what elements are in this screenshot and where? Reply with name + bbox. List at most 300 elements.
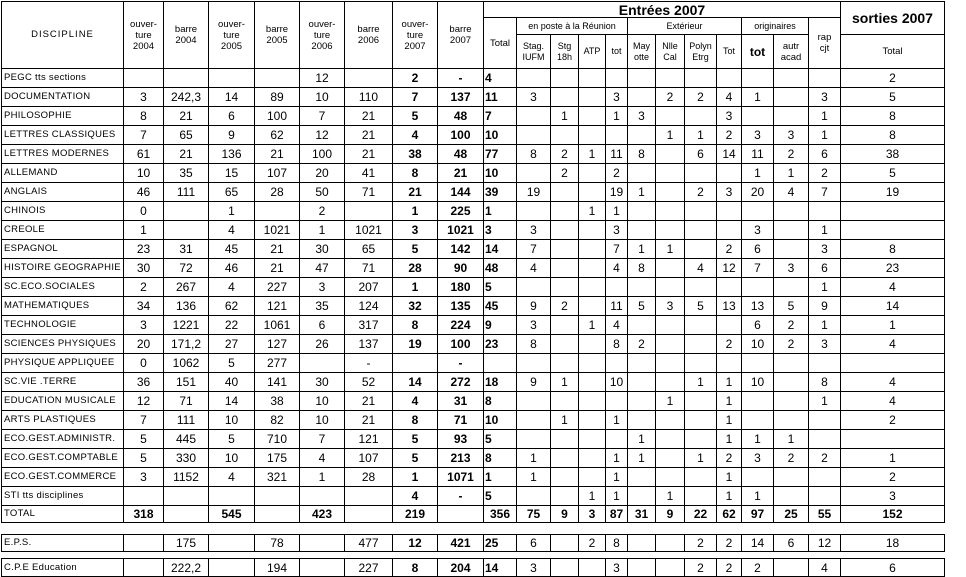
value-cell: 137 bbox=[438, 88, 484, 107]
value-cell: 11 bbox=[606, 297, 628, 316]
value-cell: 0 bbox=[124, 202, 164, 221]
value-cell bbox=[606, 126, 628, 145]
value-cell: 21 bbox=[345, 411, 393, 430]
value-cell: 1 bbox=[717, 411, 742, 430]
value-cell: 71 bbox=[345, 183, 393, 202]
value-cell: 1 bbox=[809, 107, 841, 126]
value-cell bbox=[774, 373, 809, 392]
value-cell: 13 bbox=[742, 297, 774, 316]
value-cell: 21 bbox=[438, 164, 484, 183]
discipline-cell: PHILOSOPHIE bbox=[2, 107, 124, 126]
value-cell: 78 bbox=[255, 535, 300, 552]
value-cell bbox=[656, 449, 685, 468]
value-cell: 321 bbox=[255, 468, 300, 487]
discipline-cell: ECO.GEST.ADMINISTR. bbox=[2, 430, 124, 449]
value-cell: 10 bbox=[300, 88, 345, 107]
value-cell bbox=[656, 354, 685, 373]
header-barre-2004: barre 2004 bbox=[164, 2, 209, 69]
value-cell bbox=[124, 559, 164, 577]
value-cell bbox=[656, 278, 685, 297]
value-cell: 151 bbox=[164, 373, 209, 392]
value-cell: 137 bbox=[345, 335, 393, 354]
value-cell bbox=[579, 559, 606, 577]
header-rap-cjt: rap cjt bbox=[809, 18, 841, 69]
value-cell: 1 bbox=[579, 202, 606, 221]
value-cell bbox=[809, 430, 841, 449]
value-cell bbox=[685, 487, 717, 506]
value-cell: 1 bbox=[393, 202, 438, 221]
value-cell bbox=[345, 202, 393, 221]
value-cell bbox=[685, 411, 717, 430]
value-cell: 4 bbox=[517, 259, 551, 278]
value-cell: 2 bbox=[685, 559, 717, 577]
value-cell: 1 bbox=[579, 316, 606, 335]
value-cell: 7 bbox=[300, 430, 345, 449]
value-cell bbox=[774, 240, 809, 259]
table-row bbox=[2, 126, 945, 145]
value-cell: 5 bbox=[209, 430, 255, 449]
value-cell: 32 bbox=[393, 297, 438, 316]
value-cell: 3 bbox=[124, 468, 164, 487]
value-cell: 1 bbox=[809, 221, 841, 240]
value-cell bbox=[579, 411, 606, 430]
value-cell bbox=[774, 487, 809, 506]
value-cell: 21 bbox=[255, 240, 300, 259]
value-cell: 423 bbox=[300, 506, 345, 523]
value-cell: 82 bbox=[255, 411, 300, 430]
value-cell: 19 bbox=[393, 335, 438, 354]
value-cell bbox=[551, 259, 579, 278]
separator-row bbox=[2, 552, 945, 559]
value-cell: 35 bbox=[300, 297, 345, 316]
value-cell: 142 bbox=[438, 240, 484, 259]
value-cell: 28 bbox=[255, 183, 300, 202]
value-cell: 3 bbox=[300, 278, 345, 297]
value-cell: 219 bbox=[393, 506, 438, 523]
value-cell: 1 bbox=[742, 88, 774, 107]
value-cell: 19 bbox=[517, 183, 551, 202]
value-cell: 7 bbox=[484, 107, 517, 126]
value-cell: 445 bbox=[164, 430, 209, 449]
value-cell: 1 bbox=[717, 373, 742, 392]
value-cell: 5 bbox=[841, 88, 945, 107]
header-ouverture-2006: ouver- ture 2006 bbox=[300, 2, 345, 69]
value-cell: 3 bbox=[717, 107, 742, 126]
value-cell bbox=[606, 392, 628, 411]
value-cell bbox=[345, 506, 393, 523]
table-row bbox=[2, 278, 945, 297]
value-cell: 1 bbox=[685, 373, 717, 392]
value-cell: 50 bbox=[300, 183, 345, 202]
value-cell: 62 bbox=[717, 506, 742, 523]
value-cell bbox=[551, 430, 579, 449]
value-cell: 1021 bbox=[438, 221, 484, 240]
value-cell: 1221 bbox=[164, 316, 209, 335]
value-cell: 175 bbox=[255, 449, 300, 468]
value-cell: 5 bbox=[393, 430, 438, 449]
value-cell: 19 bbox=[841, 183, 945, 202]
table-row bbox=[2, 354, 945, 373]
value-cell: 46 bbox=[124, 183, 164, 202]
header-barre-2005: barre 2005 bbox=[255, 2, 300, 69]
table-row bbox=[2, 259, 945, 278]
value-cell: 47 bbox=[300, 259, 345, 278]
header-ouverture-2004: ouver- ture 2004 bbox=[124, 2, 164, 69]
value-cell bbox=[774, 468, 809, 487]
value-cell bbox=[628, 316, 656, 335]
value-cell: 10 bbox=[124, 164, 164, 183]
value-cell: 100 bbox=[438, 335, 484, 354]
value-cell: 2 bbox=[685, 535, 717, 552]
discipline-cell: ESPAGNOL bbox=[2, 240, 124, 259]
value-cell bbox=[742, 202, 774, 221]
value-cell: 1 bbox=[606, 107, 628, 126]
header-group-originaires: originaires bbox=[742, 18, 809, 35]
value-cell: 6 bbox=[841, 559, 945, 577]
value-cell: 75 bbox=[517, 506, 551, 523]
value-cell bbox=[517, 107, 551, 126]
value-cell: 8 bbox=[841, 107, 945, 126]
value-cell: 1021 bbox=[345, 221, 393, 240]
value-cell: 1061 bbox=[255, 316, 300, 335]
value-cell bbox=[742, 468, 774, 487]
value-cell bbox=[656, 183, 685, 202]
value-cell bbox=[717, 221, 742, 240]
value-cell: 4 bbox=[606, 316, 628, 335]
value-cell: 12 bbox=[393, 535, 438, 552]
value-cell bbox=[579, 240, 606, 259]
discipline-cell: DOCUMENTATION bbox=[2, 88, 124, 107]
value-cell: 1 bbox=[628, 240, 656, 259]
value-cell: 4 bbox=[484, 69, 517, 88]
value-cell bbox=[579, 468, 606, 487]
value-cell: 3 bbox=[517, 221, 551, 240]
value-cell bbox=[579, 297, 606, 316]
value-cell: 1 bbox=[656, 392, 685, 411]
value-cell bbox=[809, 354, 841, 373]
value-cell: 127 bbox=[255, 335, 300, 354]
value-cell bbox=[551, 316, 579, 335]
value-cell: 23 bbox=[841, 259, 945, 278]
value-cell: 1 bbox=[606, 449, 628, 468]
value-cell: 1 bbox=[628, 183, 656, 202]
value-cell: 21 bbox=[345, 392, 393, 411]
value-cell: 10 bbox=[484, 164, 517, 183]
value-cell: 1 bbox=[579, 145, 606, 164]
value-cell bbox=[551, 354, 579, 373]
value-cell: 100 bbox=[438, 126, 484, 145]
value-cell bbox=[628, 559, 656, 577]
value-cell bbox=[393, 354, 438, 373]
value-cell: 25 bbox=[774, 506, 809, 523]
value-cell bbox=[685, 392, 717, 411]
value-cell bbox=[656, 373, 685, 392]
value-cell bbox=[742, 411, 774, 430]
value-cell: 1 bbox=[809, 126, 841, 145]
value-cell bbox=[774, 221, 809, 240]
value-cell bbox=[551, 240, 579, 259]
value-cell: 9 bbox=[517, 373, 551, 392]
discipline-cell: ARTS PLASTIQUES bbox=[2, 411, 124, 430]
value-cell: 12 bbox=[124, 392, 164, 411]
value-cell: 20 bbox=[300, 164, 345, 183]
value-cell: 71 bbox=[345, 259, 393, 278]
value-cell bbox=[484, 354, 517, 373]
value-cell: 2 bbox=[809, 164, 841, 183]
value-cell bbox=[579, 107, 606, 126]
value-cell bbox=[628, 373, 656, 392]
value-cell: 72 bbox=[164, 259, 209, 278]
value-cell bbox=[628, 278, 656, 297]
value-cell: 1 bbox=[717, 430, 742, 449]
value-cell: 225 bbox=[438, 202, 484, 221]
value-cell: 8 bbox=[517, 145, 551, 164]
value-cell bbox=[656, 107, 685, 126]
value-cell: 46 bbox=[209, 259, 255, 278]
value-cell bbox=[774, 107, 809, 126]
discipline-cell: CHINOIS bbox=[2, 202, 124, 221]
value-cell bbox=[742, 69, 774, 88]
header-sorties-2007: sorties 2007 bbox=[841, 2, 945, 35]
value-cell bbox=[685, 164, 717, 183]
value-cell: 27 bbox=[209, 335, 255, 354]
value-cell: 121 bbox=[255, 297, 300, 316]
value-cell: 38 bbox=[393, 145, 438, 164]
value-cell: 222,2 bbox=[164, 559, 209, 577]
value-cell: 30 bbox=[300, 240, 345, 259]
value-cell bbox=[809, 69, 841, 88]
value-cell: 11 bbox=[484, 88, 517, 107]
value-cell: 1 bbox=[742, 430, 774, 449]
table-row bbox=[2, 202, 945, 221]
value-cell bbox=[628, 468, 656, 487]
header-entrees-2007: Entrées 2007 bbox=[484, 2, 841, 18]
value-cell bbox=[517, 430, 551, 449]
value-cell: 2 bbox=[774, 316, 809, 335]
value-cell: 1 bbox=[717, 487, 742, 506]
value-cell: 48 bbox=[438, 145, 484, 164]
value-cell: 3 bbox=[809, 335, 841, 354]
value-cell bbox=[606, 69, 628, 88]
value-cell: 1 bbox=[579, 487, 606, 506]
value-cell: 110 bbox=[345, 88, 393, 107]
table-row bbox=[2, 468, 945, 487]
value-cell: 2 bbox=[774, 145, 809, 164]
table-row bbox=[2, 335, 945, 354]
value-cell: 0 bbox=[124, 354, 164, 373]
value-cell bbox=[579, 392, 606, 411]
value-cell bbox=[628, 164, 656, 183]
value-cell bbox=[656, 468, 685, 487]
value-cell bbox=[164, 69, 209, 88]
value-cell: 1 bbox=[300, 468, 345, 487]
value-cell: 5 bbox=[841, 164, 945, 183]
value-cell: 1062 bbox=[164, 354, 209, 373]
value-cell: 6 bbox=[685, 145, 717, 164]
value-cell: 1 bbox=[685, 449, 717, 468]
value-cell bbox=[656, 559, 685, 577]
value-cell: 15 bbox=[209, 164, 255, 183]
value-cell: 31 bbox=[628, 506, 656, 523]
value-cell: 3 bbox=[774, 259, 809, 278]
value-cell: 3 bbox=[606, 88, 628, 107]
value-cell: 36 bbox=[124, 373, 164, 392]
value-cell bbox=[628, 535, 656, 552]
discipline-cell: PEGC tts sections bbox=[2, 69, 124, 88]
value-cell: 1 bbox=[628, 449, 656, 468]
value-cell: 65 bbox=[209, 183, 255, 202]
value-cell: 28 bbox=[345, 468, 393, 487]
value-cell: 39 bbox=[484, 183, 517, 202]
value-cell bbox=[164, 221, 209, 240]
value-cell: 3 bbox=[717, 183, 742, 202]
value-cell bbox=[517, 392, 551, 411]
value-cell: 21 bbox=[345, 107, 393, 126]
value-cell: 2 bbox=[300, 202, 345, 221]
value-cell: 5 bbox=[393, 107, 438, 126]
value-cell bbox=[579, 221, 606, 240]
value-cell: 9 bbox=[484, 316, 517, 335]
discipline-cell: ECO.GEST.COMMERCE bbox=[2, 468, 124, 487]
value-cell: 4 bbox=[685, 259, 717, 278]
value-cell: 18 bbox=[484, 373, 517, 392]
value-cell: 477 bbox=[345, 535, 393, 552]
value-cell: 12 bbox=[717, 259, 742, 278]
value-cell bbox=[579, 373, 606, 392]
value-cell: 10 bbox=[300, 411, 345, 430]
value-cell bbox=[579, 164, 606, 183]
value-cell bbox=[685, 430, 717, 449]
value-cell: 2 bbox=[124, 278, 164, 297]
value-cell: 3 bbox=[809, 88, 841, 107]
value-cell: 22 bbox=[685, 506, 717, 523]
value-cell: 5 bbox=[124, 430, 164, 449]
value-cell: 107 bbox=[255, 164, 300, 183]
value-cell: 3 bbox=[517, 88, 551, 107]
value-cell bbox=[742, 392, 774, 411]
value-cell: 30 bbox=[124, 259, 164, 278]
value-cell bbox=[685, 221, 717, 240]
value-cell bbox=[774, 559, 809, 577]
value-cell: 2 bbox=[717, 126, 742, 145]
value-cell bbox=[579, 449, 606, 468]
value-cell: 144 bbox=[438, 183, 484, 202]
value-cell bbox=[685, 354, 717, 373]
header-total: Total bbox=[484, 18, 517, 69]
value-cell: 14 bbox=[484, 559, 517, 577]
value-cell bbox=[628, 411, 656, 430]
value-cell: 65 bbox=[345, 240, 393, 259]
value-cell: 356 bbox=[484, 506, 517, 523]
header-sorties-total: Total bbox=[841, 35, 945, 69]
discipline-cell: C.P.E Education bbox=[2, 559, 124, 577]
value-cell: 23 bbox=[124, 240, 164, 259]
value-cell: 7 bbox=[606, 240, 628, 259]
value-cell bbox=[300, 535, 345, 552]
value-cell: 1 bbox=[685, 126, 717, 145]
value-cell: 227 bbox=[255, 278, 300, 297]
value-cell: 7 bbox=[809, 183, 841, 202]
value-cell: 12 bbox=[809, 535, 841, 552]
value-cell bbox=[438, 506, 484, 523]
value-cell bbox=[685, 107, 717, 126]
value-cell: 5 bbox=[628, 297, 656, 316]
value-cell: 1 bbox=[656, 487, 685, 506]
value-cell: 5 bbox=[774, 297, 809, 316]
value-cell: 21 bbox=[255, 145, 300, 164]
value-cell: 3 bbox=[606, 221, 628, 240]
value-cell: 8 bbox=[841, 126, 945, 145]
value-cell: 10 bbox=[606, 373, 628, 392]
value-cell bbox=[255, 487, 300, 506]
value-cell: 1 bbox=[742, 164, 774, 183]
value-cell: 4 bbox=[393, 126, 438, 145]
value-cell: 171,2 bbox=[164, 335, 209, 354]
value-cell: 4 bbox=[209, 278, 255, 297]
value-cell: 2 bbox=[774, 335, 809, 354]
value-cell bbox=[124, 69, 164, 88]
value-cell bbox=[517, 354, 551, 373]
value-cell bbox=[685, 240, 717, 259]
value-cell: 22 bbox=[209, 316, 255, 335]
value-cell: - bbox=[438, 69, 484, 88]
value-cell bbox=[579, 69, 606, 88]
value-cell bbox=[656, 221, 685, 240]
value-cell: 18 bbox=[841, 535, 945, 552]
value-cell bbox=[606, 278, 628, 297]
value-cell: 3 bbox=[606, 559, 628, 577]
value-cell: 175 bbox=[164, 535, 209, 552]
value-cell: 224 bbox=[438, 316, 484, 335]
value-cell: 330 bbox=[164, 449, 209, 468]
value-cell: 2 bbox=[841, 411, 945, 430]
value-cell bbox=[579, 259, 606, 278]
value-cell: 1 bbox=[551, 373, 579, 392]
value-cell: - bbox=[438, 354, 484, 373]
value-cell bbox=[841, 202, 945, 221]
value-cell bbox=[656, 430, 685, 449]
value-cell bbox=[628, 354, 656, 373]
value-cell: 3 bbox=[124, 88, 164, 107]
value-cell: 2 bbox=[685, 183, 717, 202]
value-cell: 194 bbox=[255, 559, 300, 577]
value-cell: 7 bbox=[124, 126, 164, 145]
value-cell bbox=[551, 535, 579, 552]
discipline-cell: PHYSIQUE APPLIQUEE bbox=[2, 354, 124, 373]
header-ouverture-2005: ouver- ture 2005 bbox=[209, 2, 255, 69]
value-cell bbox=[517, 164, 551, 183]
value-cell: 31 bbox=[164, 240, 209, 259]
value-cell bbox=[809, 202, 841, 221]
value-cell: 267 bbox=[164, 278, 209, 297]
value-cell: 100 bbox=[300, 145, 345, 164]
value-cell: 1 bbox=[809, 278, 841, 297]
value-cell: 28 bbox=[393, 259, 438, 278]
value-cell bbox=[656, 335, 685, 354]
value-cell: 5 bbox=[209, 354, 255, 373]
value-cell bbox=[579, 183, 606, 202]
value-cell: 9 bbox=[809, 297, 841, 316]
value-cell: 1 bbox=[484, 202, 517, 221]
value-cell bbox=[551, 392, 579, 411]
value-cell: 8 bbox=[628, 145, 656, 164]
value-cell: 55 bbox=[809, 506, 841, 523]
value-cell: 5 bbox=[484, 430, 517, 449]
value-cell: 9 bbox=[656, 506, 685, 523]
value-cell: 710 bbox=[255, 430, 300, 449]
value-cell: 9 bbox=[209, 126, 255, 145]
value-cell: 48 bbox=[484, 259, 517, 278]
